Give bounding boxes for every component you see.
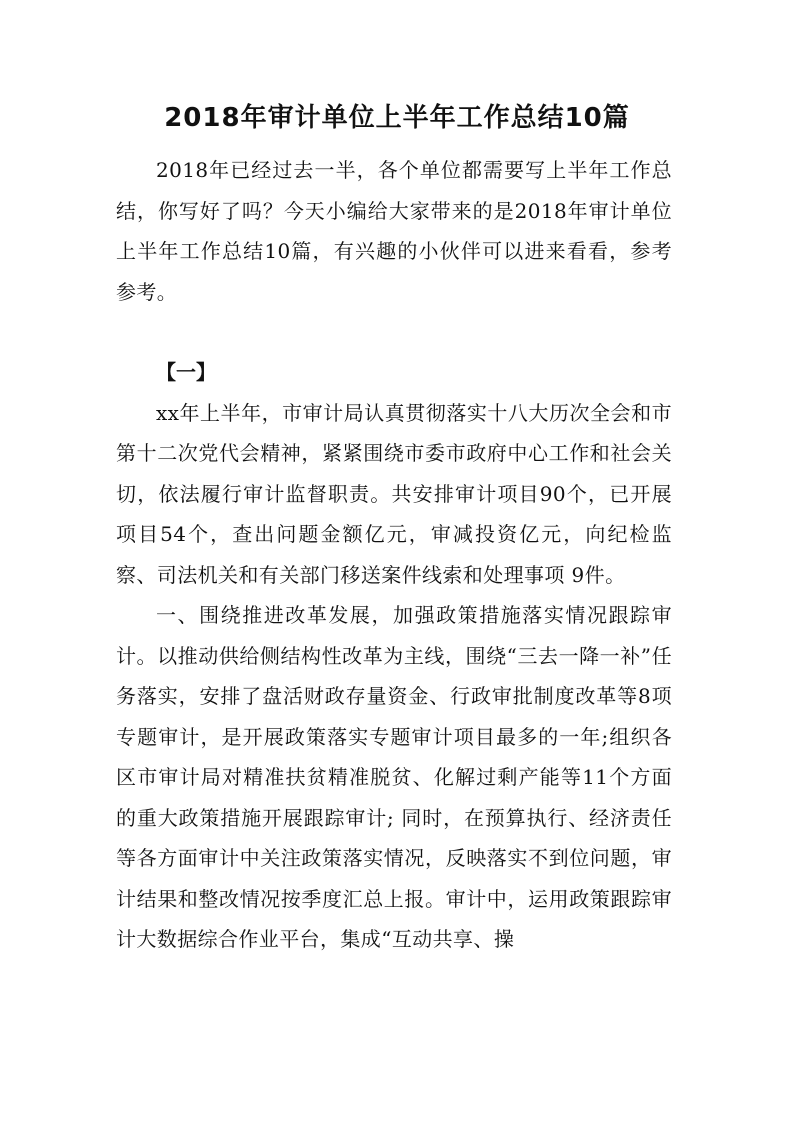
body-paragraph: 一、围绕推进改革发展，加强政策措施落实情况跟踪审计。以推动供给侧结构性改革为主线，围绕“三去一降一补”任务落实，安排了盘活财政存量资金、行政审批制度改革等8项专题审计，是开展政策落实专题审计项目最多的一年;组织各区市审计局对精准扶贫精准脱贫、化解过剩产能等11个方面的重大政策措施开展跟踪审计; 同时，在预算执行、经济责任等各方面审计中关注政策落实情况，反映落实不到位问题，审计结果和整改情况按季度汇总上报。审计中，运用政策跟踪审计大数据综合作业平台，集成“互动共享、操 (116, 603, 672, 951)
document-title: 2018年审计单位上半年工作总结10篇 (164, 103, 630, 133)
body-paragraph: xx年上半年，市审计局认真贯彻落实十八大历次全会和市第十二次党代会精神，紧紧围绕市委市政府中心工作和社会关切，依法履行审计监督职责。共安排审计项目90个，已开展项目54个，查出问题金额亿元，审减投资亿元，向纪检监察、司法机关和有关部门移送案件线索和处理事项 9件。 (116, 400, 672, 587)
intro-paragraph: 2018年已经过去一半，各个单位都需要写上半年工作总结，你写好了吗？今天小编给大家带来的是2018年审计单位上半年工作总结10篇，有兴趣的小伙伴可以进来看看，参考参考。 (116, 158, 672, 304)
document-body (116, 150, 672, 960)
section-marker: 【一】 (156, 360, 216, 384)
